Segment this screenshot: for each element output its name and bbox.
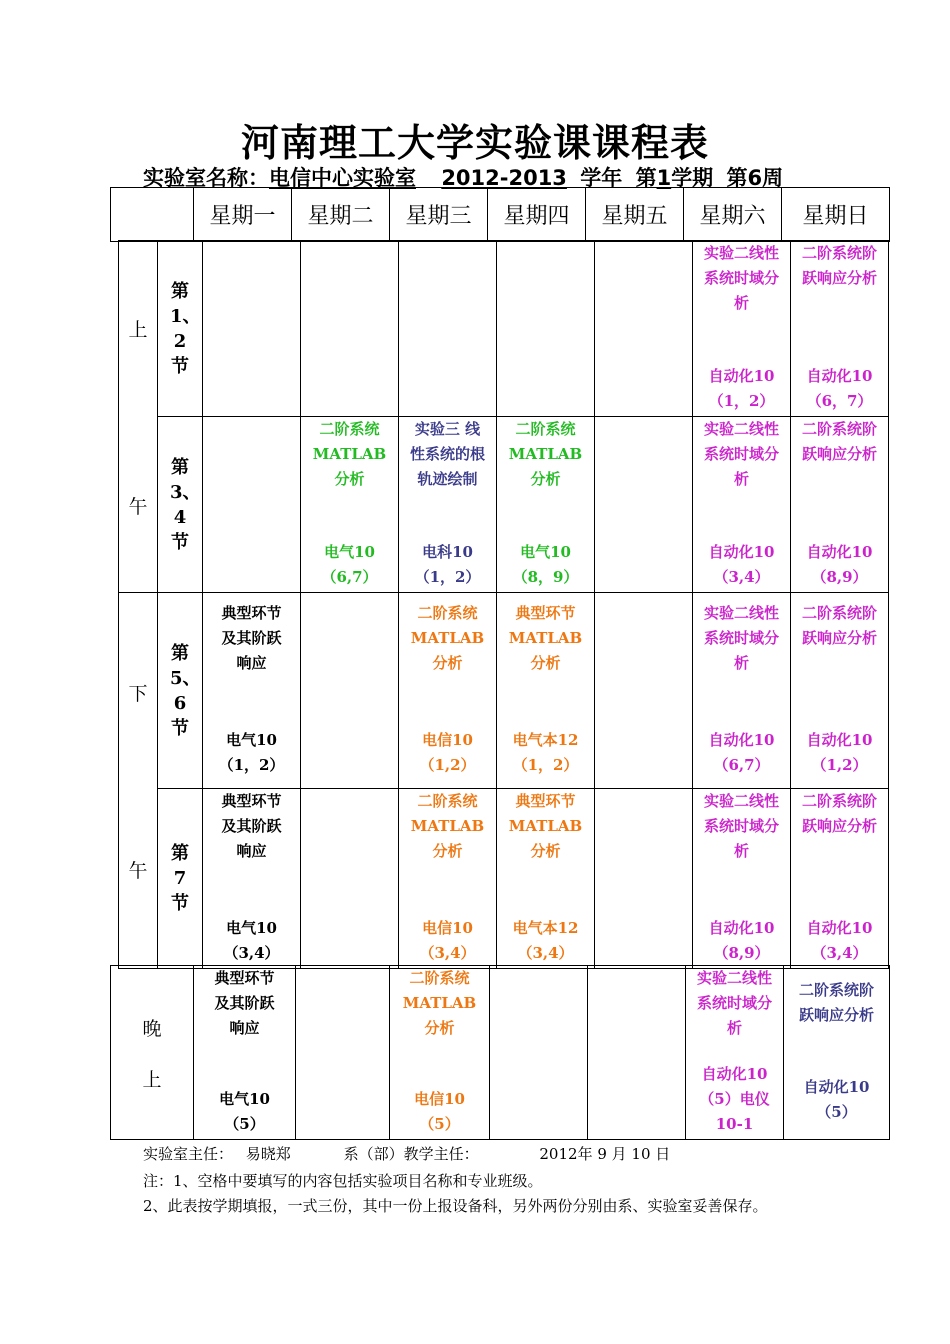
session-1-2: 第1、2节 (158, 241, 203, 417)
side-afternoon: 下 午 (119, 593, 158, 969)
cell-s34-wed: 实验三 线性系统的根轨迹绘制 电科10 （1，2） (399, 417, 497, 593)
header-fri: 星期五 (586, 188, 684, 242)
header-tue: 星期二 (292, 188, 390, 242)
cell-s12-sat: 实验二线性系统时域分析 自动化10 （1，2） (693, 241, 791, 417)
director-name: 易晓郑 (245, 1145, 291, 1163)
side-morning: 上 午 (119, 241, 158, 593)
cell-s56-thu: 典型环节MATLAB分析 电气本12 （1，2） (497, 593, 595, 789)
date: 2012年 9 月 10 日 (539, 1145, 671, 1163)
cell-s7-fri (595, 789, 693, 969)
header-corner (111, 188, 194, 242)
header-sat: 星期六 (684, 188, 782, 242)
cell-s12-mon (203, 241, 301, 417)
table-row (119, 241, 889, 417)
cell-eve-sat: 实验二线性系统时域分析 自动化10 （5）电仪10-1 (686, 966, 784, 1140)
table-row (119, 593, 889, 789)
cell-eve-wed: 二阶系统MATLAB分析 电信10 （5） (390, 966, 490, 1140)
cell-s12-sun: 二阶系统阶跃响应分析 自动化10 （6，7） (791, 241, 889, 417)
evening-table (110, 965, 890, 1140)
cell-s56-wed: 二阶系统MATLAB分析 电信10 （1,2） (399, 593, 497, 789)
cell-eve-fri (588, 966, 686, 1140)
note-2: 2、此表按学期填报，一式三份，其中一份上报设备科，另外两份分别由系、实验室妥善保存。 (143, 1197, 768, 1215)
cell-s7-sun: 二阶系统阶跃响应分析 自动化10 （3,4） (791, 789, 889, 969)
page-title: 河南理工大学实验课课程表 (240, 120, 709, 165)
school-year: 2012-2013 (441, 166, 567, 190)
session-3-4: 第3、4节 (158, 417, 203, 593)
cell-s56-tue (301, 593, 399, 789)
session-7: 第7节 (158, 789, 203, 969)
session-5-6: 第5、6节 (158, 593, 203, 789)
cell-s34-thu: 二阶系统MATLAB分析 电气10 （8，9） (497, 417, 595, 593)
cell-s12-wed (399, 241, 497, 417)
cell-s34-sat: 实验二线性系统时域分析 自动化10 （3,4） (693, 417, 791, 593)
term: 第1学期 (635, 166, 714, 190)
note-1: 注：1、空格中要填写的内容包括实验项目名称和专业班级。 (143, 1172, 543, 1190)
cell-s56-sun: 二阶系统阶跃响应分析 自动化10 （1,2） (791, 593, 889, 789)
director-label: 实验室主任： (143, 1145, 234, 1163)
cell-s34-fri (595, 417, 693, 593)
cell-eve-thu (490, 966, 588, 1140)
cell-s7-sat: 实验二线性系统时域分析 自动化10 （8,9） (693, 789, 791, 969)
cell-s7-thu: 典型环节MATLAB分析 电气本12 （3,4） (497, 789, 595, 969)
table-row (119, 789, 889, 969)
cell-s12-tue (301, 241, 399, 417)
header-table (110, 187, 890, 242)
week: 第6周 (726, 166, 784, 190)
cell-s56-mon: 典型环节及其阶跃响应 电气10 （1，2） (203, 593, 301, 789)
header-wed: 星期三 (390, 188, 488, 242)
table-row (111, 966, 890, 1140)
header-thu: 星期四 (488, 188, 586, 242)
table-row (119, 417, 889, 593)
cell-s7-wed: 二阶系统MATLAB分析 电信10 （3,4） (399, 789, 497, 969)
cell-eve-tue (296, 966, 390, 1140)
cell-s7-tue (301, 789, 399, 969)
cell-eve-mon: 典型环节及其阶跃响应 电气10 （5） (194, 966, 296, 1140)
lab-label: 实验室名称： (143, 166, 269, 190)
dept-label: 系（部）教学主任： (343, 1145, 479, 1163)
cell-s7-mon: 典型环节及其阶跃响应 电气10 （3,4） (203, 789, 301, 969)
year-suffix: 学年 (580, 166, 623, 190)
cell-s34-sun: 二阶系统阶跃响应分析 自动化10 （8,9） (791, 417, 889, 593)
signature-line (143, 1143, 670, 1164)
lab-name: 电信中心实验室 (269, 166, 416, 190)
cell-eve-sun: 二阶系统阶跃响应分析 自动化10 （5） (784, 966, 890, 1140)
cell-s34-tue: 二阶系统MATLAB分析 电气10 （6,7） (301, 417, 399, 593)
cell-s12-thu (497, 241, 595, 417)
cell-s56-sat: 实验二线性系统时域分析 自动化10 （6,7） (693, 593, 791, 789)
header-mon: 星期一 (194, 188, 292, 242)
header-sun: 星期日 (782, 188, 890, 242)
cell-s34-mon (203, 417, 301, 593)
schedule-table (118, 240, 889, 969)
cell-s56-fri (595, 593, 693, 789)
cell-s12-fri (595, 241, 693, 417)
side-evening: 晚 上 (111, 966, 194, 1140)
